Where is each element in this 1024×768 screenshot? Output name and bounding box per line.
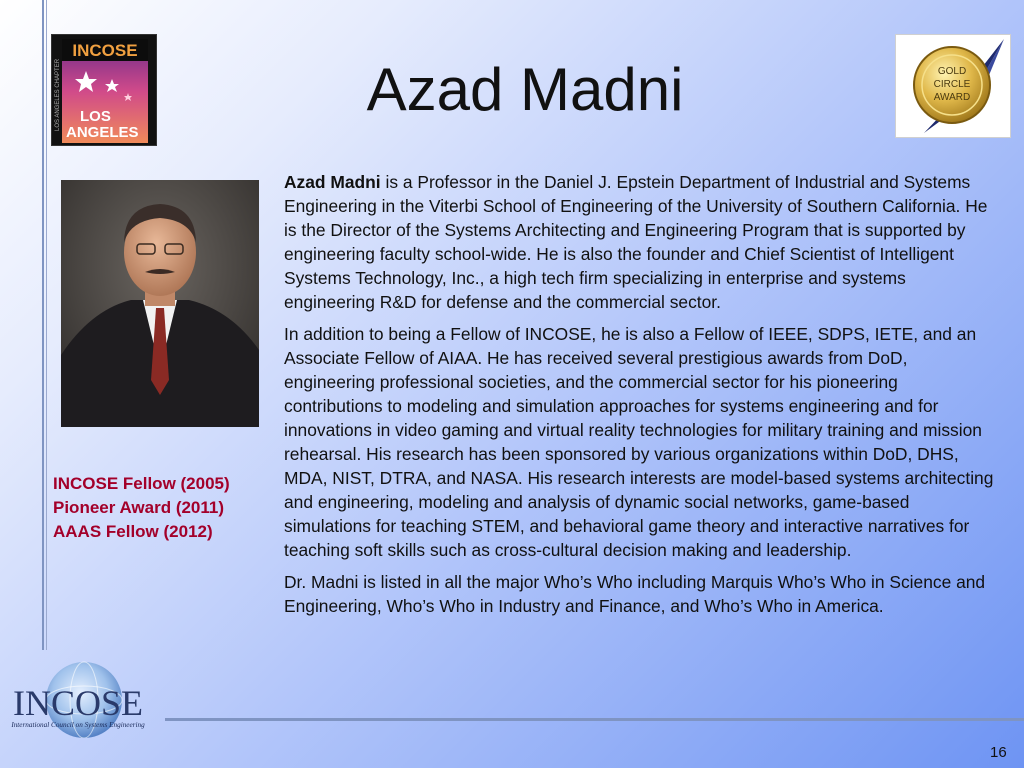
chapter-logo-angeles-text: ANGELES bbox=[66, 124, 139, 141]
incose-los-angeles-logo bbox=[51, 34, 157, 146]
page-number: 16 bbox=[990, 744, 1007, 761]
bio-name: Azad Madni bbox=[284, 172, 381, 192]
bottom-accent-line bbox=[165, 718, 1024, 721]
award-line-circle: CIRCLE bbox=[933, 79, 971, 90]
bio-paragraph-3: Dr. Madni is listed in all the major Who’s Who including Marquis Who’s Who in Science and Engineering, Who’s Who in Industry and Finance, and Who’s Who in America. bbox=[284, 572, 986, 616]
bio-paragraph-2: In addition to being a Fellow of INCOSE, he is also a Fellow of IEEE, SDPS, IETE, and an Associate Fellow of AIAA. He has received several prestigious awards from DoD, engineering professional societies, and the commercial sector for his pioneering contributions to modeling and simulation approaches for systems engineering and for innovations in video gaming and virtual reality technologies for military training and mission rehearsal. His research has been sponsored by various organizations within DoD, DHS, MDA, NIST, DTRA, and NASA. His research interests are model-based systems architecting and engineering, modeling and analysis of dynamic social networks, game-based simulations for teaching STEM, and behavioral game theory and interactive narratives for teaching soft skills such as cross-cultural decision making and leadership. bbox=[284, 324, 994, 560]
chapter-logo-incose-text: INCOSE bbox=[72, 41, 138, 60]
bio-paragraph-1 bbox=[284, 170, 994, 314]
awards-list bbox=[53, 472, 268, 544]
left-accent-line bbox=[42, 0, 44, 650]
award-item: AAAS Fellow (2012) bbox=[53, 522, 213, 541]
incose-globe-logo bbox=[8, 656, 153, 738]
award-item: INCOSE Fellow (2005) bbox=[53, 474, 230, 493]
bio-text bbox=[284, 170, 994, 626]
award-line-award: AWARD bbox=[933, 92, 971, 103]
incose-tagline: International Council on Systems Engineering bbox=[11, 721, 145, 729]
gold-circle-award-badge bbox=[895, 34, 1011, 138]
incose-name-text: INCOSE bbox=[12, 683, 144, 723]
chapter-logo-los-text: LOS bbox=[80, 108, 111, 125]
left-accent-line-thin bbox=[46, 0, 47, 650]
award-item: Pioneer Award (2011) bbox=[53, 498, 225, 517]
award-line-gold: GOLD bbox=[937, 66, 967, 77]
slide-title: Azad Madni bbox=[366, 56, 684, 123]
portrait-photo bbox=[61, 180, 259, 427]
chapter-logo-side-text: LOS ANGELES CHAPTER bbox=[55, 58, 61, 131]
bio-paragraph-1-text: is a Professor in the Daniel J. Epstein Department of Industrial and Systems Engineering in the Viterbi School of Engineering of the University of Southern California. He is the Director of the Systems Architecting and Engineering Program that is supported by engineering faculty school-wide. He is also the founder and Chief Scientist of Intelligent Systems Technology, Inc., a high tech firm specializing in enterprise and systems engineering R&D for defense and the commercial sector. bbox=[284, 172, 988, 312]
